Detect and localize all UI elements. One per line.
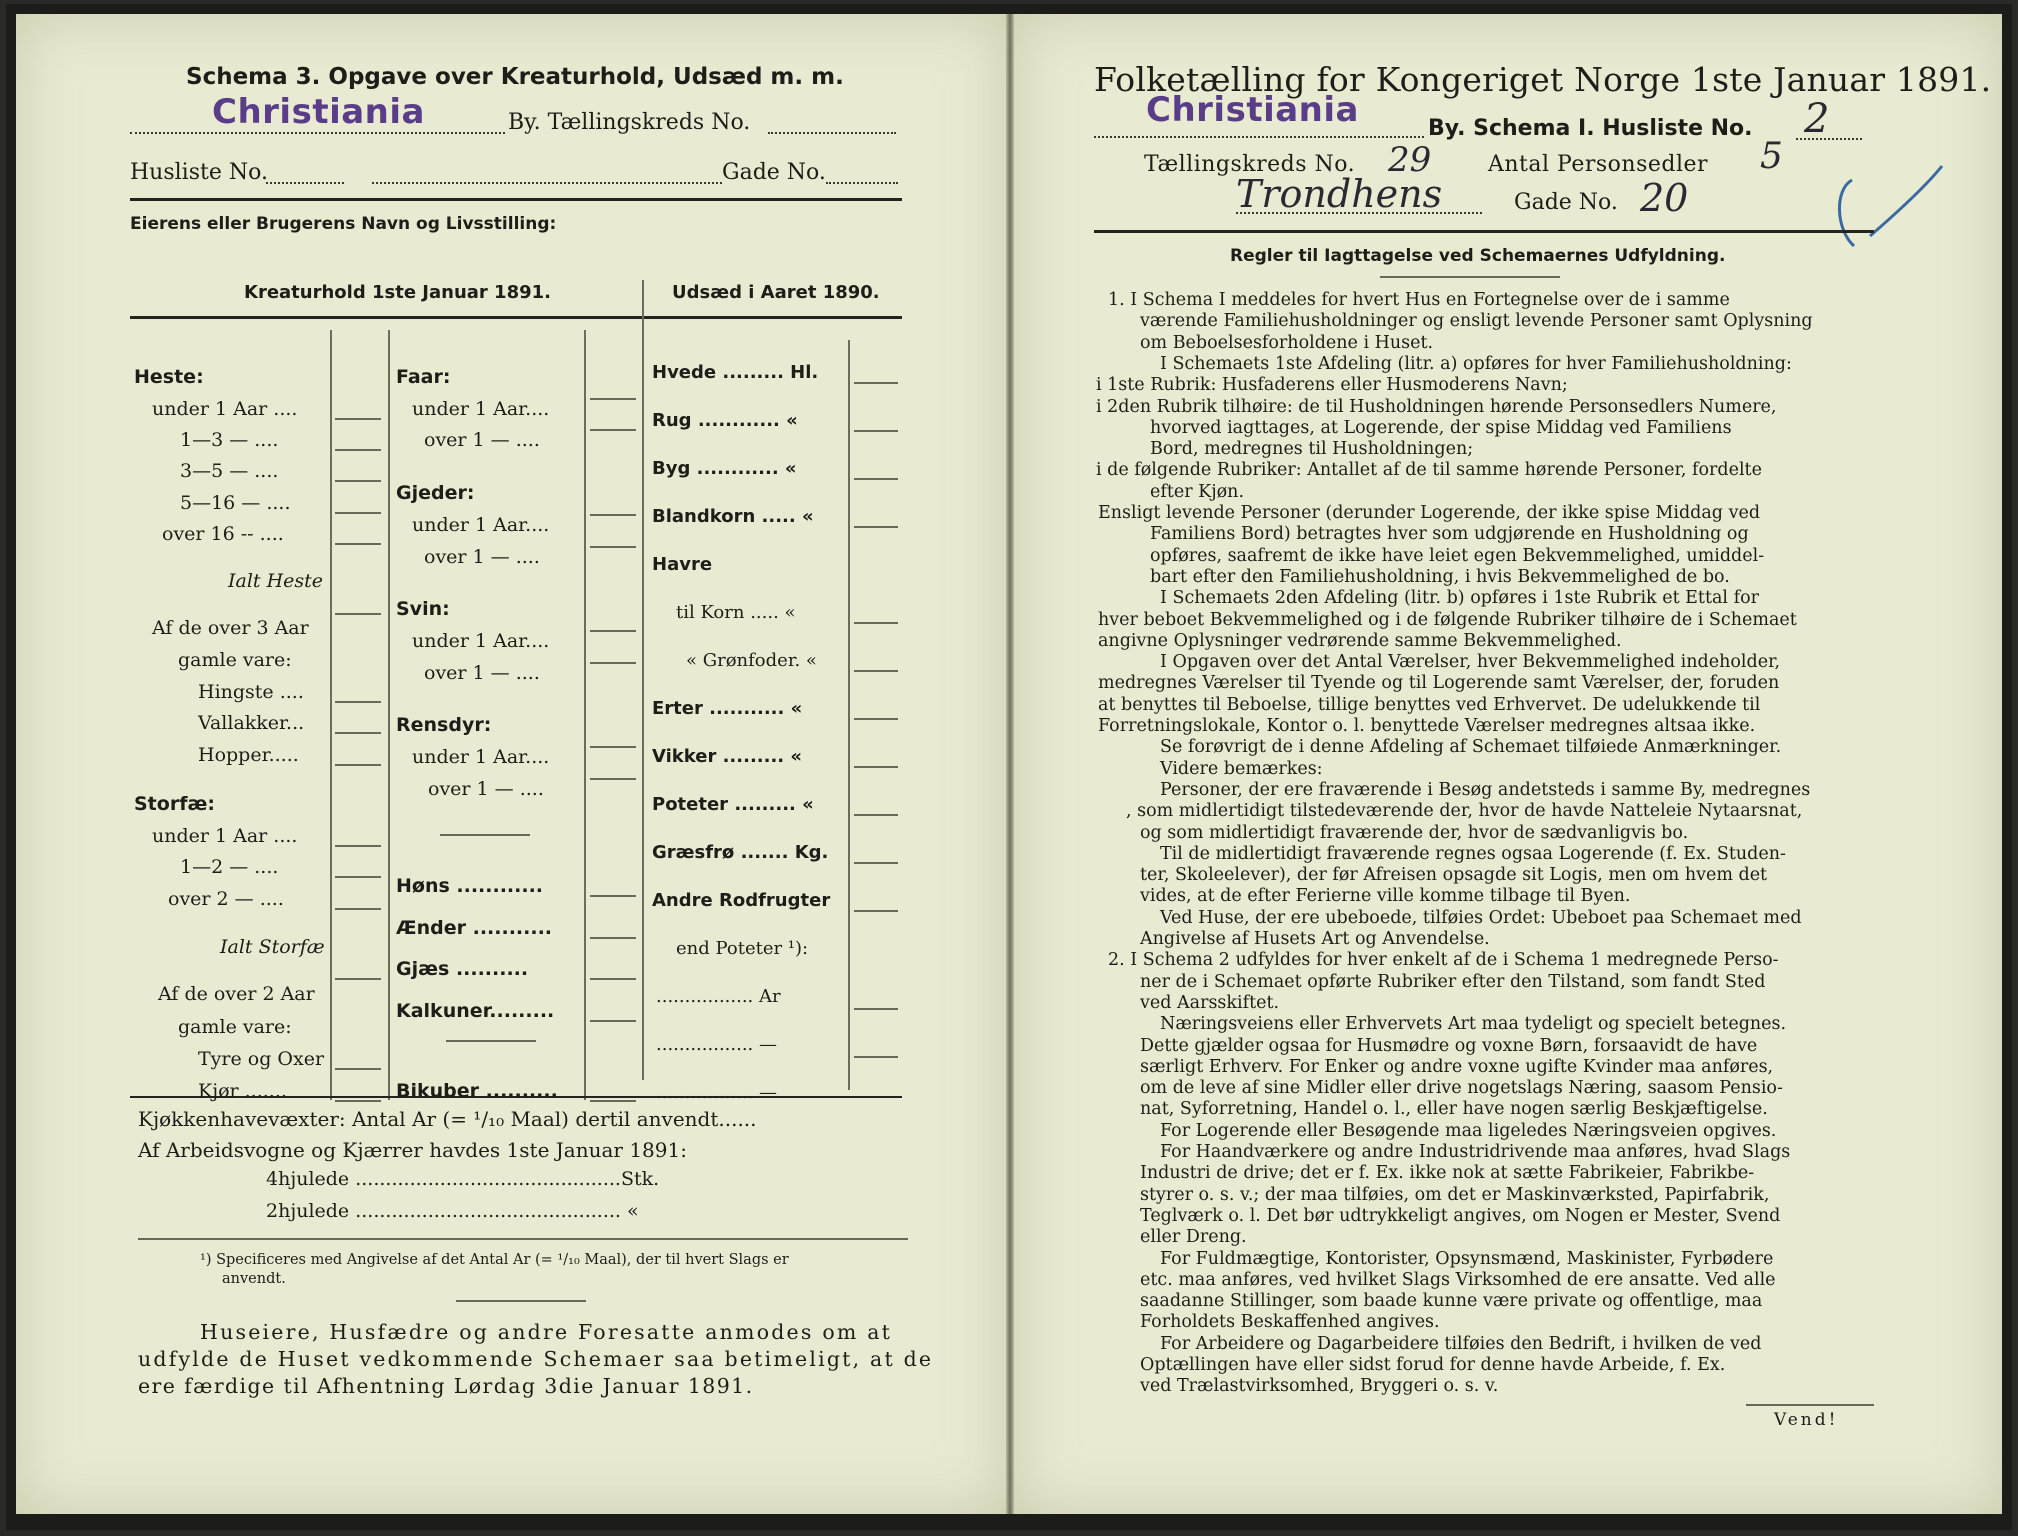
gade-label-left: Gade No. bbox=[722, 160, 826, 185]
dotted-line bbox=[266, 182, 344, 184]
antal-label: Antal Personsedler bbox=[1488, 152, 1709, 177]
by-kreds-label: By. Tællingskreds No. bbox=[508, 110, 751, 135]
entry-line bbox=[854, 670, 898, 672]
rules-line: For Haandværkere og andre Industridrivende maa anføres, hvad Slags bbox=[1160, 1142, 1791, 1162]
col2-entry: over 1 — .... bbox=[424, 546, 540, 568]
rules-line: i 2den Rubrik tilhøire: de til Husholdningen hørende Personsedlers Numere, bbox=[1096, 396, 1777, 417]
census-title: Folketælling for Kongeriget Norge 1ste Januar 1891. bbox=[1094, 60, 1992, 99]
col2-entry: under 1 Aar.... bbox=[412, 630, 550, 652]
page-fold bbox=[1006, 14, 1014, 1514]
entry-line bbox=[854, 622, 898, 624]
entry-line bbox=[335, 876, 381, 878]
rules-line: I Schemaets 1ste Afdeling (litr. a) opføres for hver Familiehusholdning: bbox=[1160, 353, 1792, 374]
col1-entry: Tyre og Oxer bbox=[198, 1048, 325, 1070]
short-rule bbox=[446, 1040, 536, 1042]
rules-line: Ensligt levende Personer (derunder Logerende, der ikke spise Middag ved bbox=[1098, 503, 1761, 523]
by-schema-label: By. Schema I. Husliste No. bbox=[1428, 116, 1753, 141]
schema-3-title: Schema 3. Opgave over Kreaturhold, Udsæd m. m. bbox=[186, 64, 844, 90]
col3-entry: ................. — bbox=[656, 1034, 777, 1055]
short-rule bbox=[1746, 1404, 1874, 1406]
rules-line: ved Trælastvirksomhed, Bryggeri o. s. v. bbox=[1140, 1376, 1499, 1397]
kreds-number: 29 bbox=[1388, 140, 1432, 180]
col1-entry: gamle vare: bbox=[178, 1016, 292, 1038]
entry-line bbox=[335, 908, 381, 910]
entry-line bbox=[590, 514, 636, 516]
rules-line: og som midlertidigt fraværende der, hvor de sædvanligvis bo. bbox=[1140, 822, 1689, 843]
col3-entry: « Grønfoder. « bbox=[686, 650, 817, 671]
rules-line: at benyttes til Beboelse, tillige benyttes ved Erhvervet. De udelukkende til bbox=[1098, 694, 1761, 715]
entry-line bbox=[335, 845, 381, 847]
col3-entry: Græsfrø ....... Kg. bbox=[652, 842, 829, 863]
col1-entry: Ialt Heste bbox=[228, 570, 324, 592]
rules-line: Forretningslokale, Kontor o. l. benyttede Værelser medregnes altsaa ikke. bbox=[1098, 716, 1756, 736]
col3-entry: Blandkorn ..... « bbox=[652, 506, 814, 527]
hjul2-line: 2hjulede ............................................ « bbox=[266, 1200, 639, 1222]
entry-line bbox=[854, 814, 898, 816]
entry-line bbox=[335, 764, 381, 766]
dotted-line bbox=[130, 132, 505, 134]
rules-line: bart efter den Familiehusholdning, i hvis Bekvemmelighed de bo. bbox=[1150, 566, 1730, 587]
column-divider bbox=[388, 330, 390, 1100]
rules-line: nat, Syforretning, Handel o. l., eller have nogen særlig Beskjæftigelse. bbox=[1140, 1099, 1768, 1120]
col2-entry: over 1 — .... bbox=[428, 778, 544, 800]
col3-entry: Byg ............ « bbox=[652, 458, 797, 479]
entry-line bbox=[590, 1100, 636, 1102]
rules-line: eller Dreng. bbox=[1140, 1227, 1247, 1248]
entry-line bbox=[590, 978, 636, 980]
arbeidsvogne-line: Af Arbeidsvogne og Kjærrer havdes 1ste Januar 1891: bbox=[138, 1138, 687, 1162]
column-divider bbox=[848, 340, 850, 1090]
entry-line bbox=[335, 978, 381, 980]
gade-label-right: Gade No. bbox=[1514, 190, 1618, 215]
entry-line bbox=[335, 543, 381, 545]
antal-number: 5 bbox=[1760, 136, 1783, 177]
col2-entry: over 1 — .... bbox=[424, 662, 540, 684]
rules-line: Dette gjælder ogsaa for Husmødre og voxne Børn, forsaavidt de have bbox=[1140, 1035, 1758, 1056]
col3-entry: Rug ............ « bbox=[652, 410, 798, 431]
rules-line: vides, at de efter Ferierne ville komme tilbage til Byen. bbox=[1140, 886, 1631, 907]
rules-line: i de følgende Rubriker: Antallet af de til samme hørende Personer, fordelte bbox=[1096, 460, 1762, 481]
kjokkenhave-line: Kjøkkenhavevæxter: Antal Ar (= ¹/₁₀ Maal) dertil anvendt...... bbox=[138, 1107, 757, 1131]
entry-line bbox=[335, 1068, 381, 1070]
col1-entry: 5—16 — .... bbox=[180, 492, 291, 514]
col2-entry: Gjæs .......... bbox=[396, 958, 529, 980]
rules-line: etc. maa anføres, ved hvilket Slags Virksomhed de ere ansatte. Ved alle bbox=[1140, 1269, 1776, 1290]
col3-entry: til Korn ..... « bbox=[676, 602, 796, 623]
col3-entry: ................. Ar bbox=[656, 986, 781, 1007]
entry-line bbox=[590, 895, 636, 897]
husliste-label: Husliste No. bbox=[130, 160, 268, 185]
col1-entry: Ialt Storfæ bbox=[220, 936, 325, 958]
entry-line bbox=[854, 862, 898, 864]
rules-line: ner de i Schemaet opførte Rubriker efter den Tilstand, som fandt Sted bbox=[1140, 971, 1766, 992]
street-name: Trondhens bbox=[1236, 172, 1443, 216]
eier-label: Eierens eller Brugerens Navn og Livsstilling: bbox=[130, 214, 557, 234]
rules-line: Optællingen have eller sidst forud for denne havde Arbeide, f. Ex. bbox=[1140, 1355, 1726, 1375]
col2-entry: Faar: bbox=[396, 366, 451, 388]
header-rule bbox=[130, 316, 902, 319]
col1-entry: Hopper..... bbox=[198, 744, 299, 766]
entry-line bbox=[590, 546, 636, 548]
dotted-line bbox=[1796, 138, 1862, 140]
entry-line bbox=[590, 662, 636, 664]
rules-line: om de leve af sine Midler eller drive nogetslags Næring, saasom Pensio- bbox=[1140, 1078, 1783, 1099]
rules-line: styrer o. s. v.; der maa tilføies, om det er Maskinværksted, Papirfabrik, bbox=[1140, 1184, 1770, 1205]
footnote-line-1: ¹) Specificeres med Angivelse af det Antal Ar (= ¹/₁₀ Maal), der til hvert Slags er bbox=[200, 1252, 789, 1268]
christiania-stamp-right: Christiania bbox=[1146, 90, 1359, 130]
rules-line: For Arbeidere og Dagarbeidere tilføies den Bedrift, i hvilken de ved bbox=[1160, 1333, 1762, 1354]
entry-line bbox=[335, 418, 381, 420]
dotted-line bbox=[826, 182, 898, 184]
col3-entry: end Poteter ¹): bbox=[676, 938, 809, 959]
dotted-line bbox=[1236, 212, 1482, 214]
rules-line: 2. I Schema 2 udfyldes for hver enkelt af de i Schema 1 medregnede Perso- bbox=[1108, 950, 1779, 971]
rules-line: For Fuldmægtige, Kontorister, Opsynsmænd, Maskinister, Fyrbødere bbox=[1160, 1248, 1774, 1269]
rules-line: ved Aarsskiftet. bbox=[1140, 992, 1280, 1013]
column-divider bbox=[642, 280, 644, 1080]
entry-line bbox=[590, 778, 636, 780]
col1-entry: 1—2 — .... bbox=[180, 856, 279, 878]
closing-line-2: udfylde de Huset vedkommende Schemaer saa betimeligt, at de bbox=[138, 1347, 934, 1371]
entry-line bbox=[335, 732, 381, 734]
col2-entry: Bikuber .......... bbox=[396, 1080, 558, 1102]
col2-entry: under 1 Aar.... bbox=[412, 398, 550, 420]
column-divider bbox=[330, 330, 332, 1100]
entry-line bbox=[335, 613, 381, 615]
col1-entry: under 1 Aar .... bbox=[152, 398, 298, 420]
col1-entry: Vallakker... bbox=[198, 712, 305, 734]
entry-line bbox=[335, 1100, 381, 1102]
rules-line: Personer, der ere fraværende i Besøg andetsteds i samme By, medregnes bbox=[1160, 779, 1811, 800]
dotted-line bbox=[1094, 136, 1424, 138]
dotted-line bbox=[372, 182, 722, 184]
entry-line bbox=[854, 1056, 898, 1058]
rules-line: Ved Huse, der ere ubeboede, tilføies Ordet: Ubeboet paa Schemaet med bbox=[1160, 907, 1802, 928]
rules-line: 1. I Schema I meddeles for hvert Hus en Fortegnelse over de i samme bbox=[1108, 290, 1730, 310]
rules-line: Til de midlertidigt fraværende regnes ogsaa Logerende (f. Ex. Studen- bbox=[1160, 843, 1786, 864]
col3-entry: ................. — bbox=[656, 1082, 777, 1103]
entry-line bbox=[854, 430, 898, 432]
col2-entry: Høns ............ bbox=[396, 875, 544, 897]
col2-entry: under 1 Aar.... bbox=[412, 746, 550, 768]
rules-line: medregnes Værelser til Tyende og til Logerende samt Værelser, der, foruden bbox=[1098, 673, 1780, 694]
entry-line bbox=[854, 1008, 898, 1010]
entry-line bbox=[335, 449, 381, 451]
col1-entry: over 2 — .... bbox=[168, 888, 284, 910]
handwritten-mark bbox=[1830, 150, 1950, 260]
entry-line bbox=[590, 1020, 636, 1022]
rules-line: Angivelse af Husets Art og Anvendelse. bbox=[1140, 929, 1490, 949]
entry-line bbox=[590, 746, 636, 748]
rules-line: Teglværk o. l. Det bør udtrykkeligt angives, om Nogen er Mester, Svend bbox=[1140, 1205, 1781, 1226]
entry-line bbox=[335, 701, 381, 703]
entry-line bbox=[854, 718, 898, 720]
col1-entry: over 16 -- .... bbox=[162, 523, 284, 545]
short-rule bbox=[440, 834, 530, 836]
entry-line bbox=[854, 526, 898, 528]
column-divider bbox=[584, 330, 586, 1100]
col1-entry: 3—5 — .... bbox=[180, 460, 279, 482]
rules-title: Regler til Iagttagelse ved Schemaernes Udfyldning. bbox=[1230, 246, 1726, 266]
col2-entry: Gjeder: bbox=[396, 482, 475, 504]
short-rule bbox=[1380, 276, 1560, 278]
dotted-line bbox=[768, 132, 896, 134]
vend-label: Vend! bbox=[1774, 1410, 1839, 1430]
col1-entry: under 1 Aar .... bbox=[152, 825, 298, 847]
rules-line: Familiens Bord) betragtes hver som udgjørende en Husholdning og bbox=[1150, 524, 1749, 545]
closing-line-3: ere færdige til Afhentning Lørdag 3die Januar 1891. bbox=[138, 1374, 754, 1398]
rules-line: værende Familiehusholdninger og ensligt levende Personer samt Oplysning bbox=[1140, 311, 1813, 332]
rules-line: Næringsveiens eller Erhvervets Art maa tydeligt og specielt betegnes. bbox=[1160, 1014, 1787, 1035]
col1-entry: Af de over 2 Aar bbox=[158, 983, 315, 1005]
entry-line bbox=[590, 429, 636, 431]
col1-entry: gamle vare: bbox=[178, 649, 292, 671]
rules-line: om Beboelsesforholdene i Huset. bbox=[1140, 332, 1434, 353]
col1-entry: Heste: bbox=[134, 366, 204, 388]
entry-line bbox=[335, 512, 381, 514]
col1-entry: Storfæ: bbox=[134, 793, 215, 815]
col2-entry: Rensdyr: bbox=[396, 714, 492, 736]
rules-line: Forholdets Beskaffenhed angives. bbox=[1140, 1312, 1440, 1333]
col1-entry: Af de over 3 Aar bbox=[152, 617, 309, 639]
christiania-stamp-left: Christiania bbox=[212, 92, 425, 132]
udsaed-header: Udsæd i Aaret 1890. bbox=[672, 282, 880, 303]
entry-line bbox=[590, 630, 636, 632]
rules-line: I Opgaven over det Antal Værelser, hver Bekvemmelighed indeholder, bbox=[1160, 652, 1781, 673]
rules-line: i 1ste Rubrik: Husfaderens eller Husmoderens Navn; bbox=[1096, 375, 1568, 396]
col3-entry: Andre Rodfrugter bbox=[652, 890, 831, 911]
col1-entry: 1—3 — .... bbox=[180, 429, 279, 451]
entry-line bbox=[854, 382, 898, 384]
rules-line: , som midlertidigt tilstedeværende der, hvor de havde Natteleie Nytaarsnat, bbox=[1126, 801, 1803, 822]
short-rule bbox=[456, 1300, 586, 1302]
rules-line: angivne Oplysninger vedrørende samme Bekvemmelighed. bbox=[1098, 630, 1622, 651]
entry-line bbox=[590, 937, 636, 939]
rules-line: For Logerende eller Besøgende maa ligeledes Næringsveien opgives. bbox=[1160, 1120, 1777, 1141]
closing-line-1: Huseiere, Husfædre og andre Foresatte anmodes om at bbox=[200, 1320, 893, 1344]
rules-line: opføres, saafremt de ikke have leiet egen Bekvemmelighed, umiddel- bbox=[1150, 545, 1765, 566]
kreaturhold-header: Kreaturhold 1ste Januar 1891. bbox=[244, 282, 551, 303]
rules-line: efter Kjøn. bbox=[1150, 481, 1245, 502]
rules-line: ter, Skoleelever), der før Afreisen opsagde sit Logis, men om hvem det bbox=[1140, 865, 1768, 886]
footnote-line-2: anvendt. bbox=[222, 1271, 286, 1287]
rules-line: særligt Erhverv. For Enker og andre voxne ugifte Kvinder maa anføres, bbox=[1140, 1056, 1774, 1077]
rules-line: saadanne Stillinger, som baade kunne være private og offentlige, maa bbox=[1140, 1291, 1763, 1312]
rules-line: Industri de drive; det er f. Ex. ikke nok at sætte Fabrikeier, Fabrikbe- bbox=[1140, 1163, 1755, 1184]
col2-entry: Kalkuner......... bbox=[396, 1000, 555, 1022]
kreds-label: Tællingskreds No. bbox=[1144, 152, 1356, 177]
col3-entry: Hvede ......... Hl. bbox=[652, 362, 819, 383]
col3-entry: Erter ........... « bbox=[652, 698, 803, 719]
rules-line: hver beboet Bekvemmelighed og i de følgende Rubriker tilhøire de i Schemaet bbox=[1098, 609, 1797, 630]
hjul4-line: 4hjulede ............................................Stk. bbox=[266, 1168, 660, 1190]
entry-line bbox=[854, 478, 898, 480]
entry-line bbox=[335, 480, 381, 482]
col2-entry: Ænder ........... bbox=[396, 917, 553, 939]
col1-entry: Kjør ....... bbox=[198, 1080, 287, 1102]
husliste-number: 2 bbox=[1804, 96, 1830, 142]
col1-entry: Hingste .... bbox=[198, 681, 304, 703]
entry-line bbox=[854, 910, 898, 912]
rules-line: Bord, medregnes til Husholdningen; bbox=[1150, 439, 1474, 460]
entry-line bbox=[590, 398, 636, 400]
rule bbox=[138, 1238, 908, 1240]
rules-line: hvorved iagttages, at Logerende, der spise Middag ved Familiens bbox=[1150, 417, 1732, 438]
rules-line: I Schemaets 2den Afdeling (litr. b) opføres i 1ste Rubrik et Ettal for bbox=[1160, 588, 1759, 609]
rules-line: Se forøvrigt de i denne Afdeling af Schemaet tilføiede Anmærkninger. bbox=[1160, 737, 1782, 758]
col3-entry: Vikker ......... « bbox=[652, 746, 803, 767]
rule bbox=[1094, 230, 1874, 233]
gade-number: 20 bbox=[1640, 176, 1689, 220]
col2-entry: over 1 — .... bbox=[424, 429, 540, 451]
col2-entry: under 1 Aar.... bbox=[412, 514, 550, 536]
col3-entry: Havre bbox=[652, 554, 713, 575]
col2-entry: Svin: bbox=[396, 598, 450, 620]
rule bbox=[130, 198, 902, 201]
rules-line: Videre bemærkes: bbox=[1160, 758, 1323, 779]
col3-entry: Poteter ......... « bbox=[652, 794, 814, 815]
entry-line bbox=[854, 766, 898, 768]
